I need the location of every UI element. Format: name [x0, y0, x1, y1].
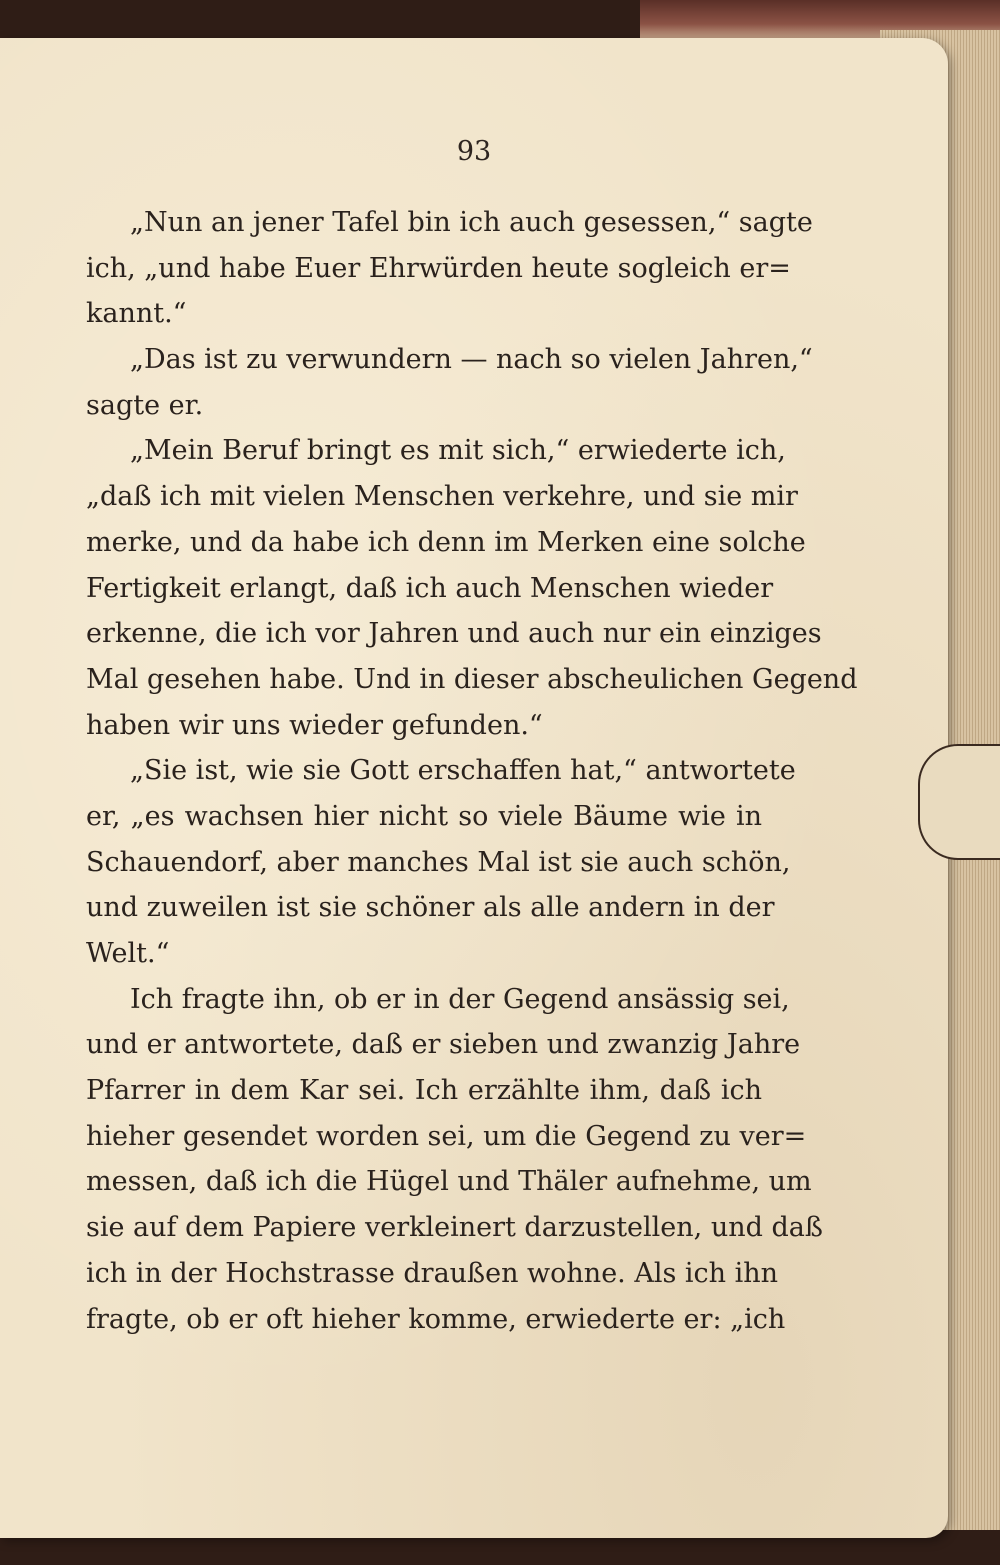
text-line: Ich fragte ihn, ob er in der Gegend ansässig sei,	[130, 983, 790, 1015]
text-line: sie auf dem Papiere verkleinert darzustellen, und daß	[86, 1212, 823, 1244]
text-line: merke, und da habe ich denn im Merken eine solche	[86, 526, 806, 558]
text-line: fragte, ob er oft hieher komme, erwiederte er: „ich	[86, 1303, 786, 1335]
text-line: Mal gesehen habe. Und in dieser abscheulichen Gegend	[86, 663, 858, 695]
text-line: und zuweilen ist sie schöner als alle andern in der	[86, 892, 775, 924]
text-line: haben wir uns wieder gefunden.“	[86, 709, 543, 741]
text-line: Fertigkeit erlangt, daß ich auch Menschen wieder	[86, 572, 774, 604]
text-line: erkenne, die ich vor Jahren und auch nur ein einziges	[86, 618, 822, 650]
text-line: sagte er.	[86, 389, 204, 421]
thumb-index-tab	[918, 744, 1000, 860]
text-line: messen, daß ich die Hügel und Thäler aufnehme, um	[86, 1166, 812, 1198]
text-line: kannt.“	[86, 298, 187, 330]
text-line: Pfarrer in dem Kar sei. Ich erzählte ihm, daß ich	[86, 1075, 762, 1107]
text-line: hieher gesendet worden sei, um die Gegend zu ver=	[86, 1120, 807, 1152]
body-text	[86, 200, 858, 1342]
text-line: ich in der Hochstrasse draußen wohne. Als ich ihn	[86, 1257, 779, 1289]
text-line: „Sie ist, wie sie Gott erschaffen hat,“ antwortete	[130, 755, 796, 787]
text-line: er, „es wachsen hier nicht so viele Bäume wie in	[86, 800, 762, 832]
text-line: „Das ist zu verwundern — nach so vielen Jahren,“	[130, 344, 813, 376]
text-line: Welt.“	[86, 938, 170, 969]
text-line: „Nun an jener Tafel bin ich auch gesessen,“ sagte	[130, 207, 813, 238]
text-line: und er antwortete, daß er sieben und zwanzig Jahre	[86, 1029, 801, 1061]
text-line: „daß ich mit vielen Menschen verkehre, und sie mir	[86, 481, 798, 513]
book-page	[0, 38, 948, 1538]
text-line: Schauendorf, aber manches Mal ist sie auch schön,	[86, 846, 791, 878]
text-line: „Mein Beruf bringt es mit sich,“ erwiederte ich,	[130, 435, 786, 467]
text-line: ich, „und habe Euer Ehrwürden heute sogleich er=	[86, 252, 791, 284]
page-number: 93	[456, 136, 492, 167]
